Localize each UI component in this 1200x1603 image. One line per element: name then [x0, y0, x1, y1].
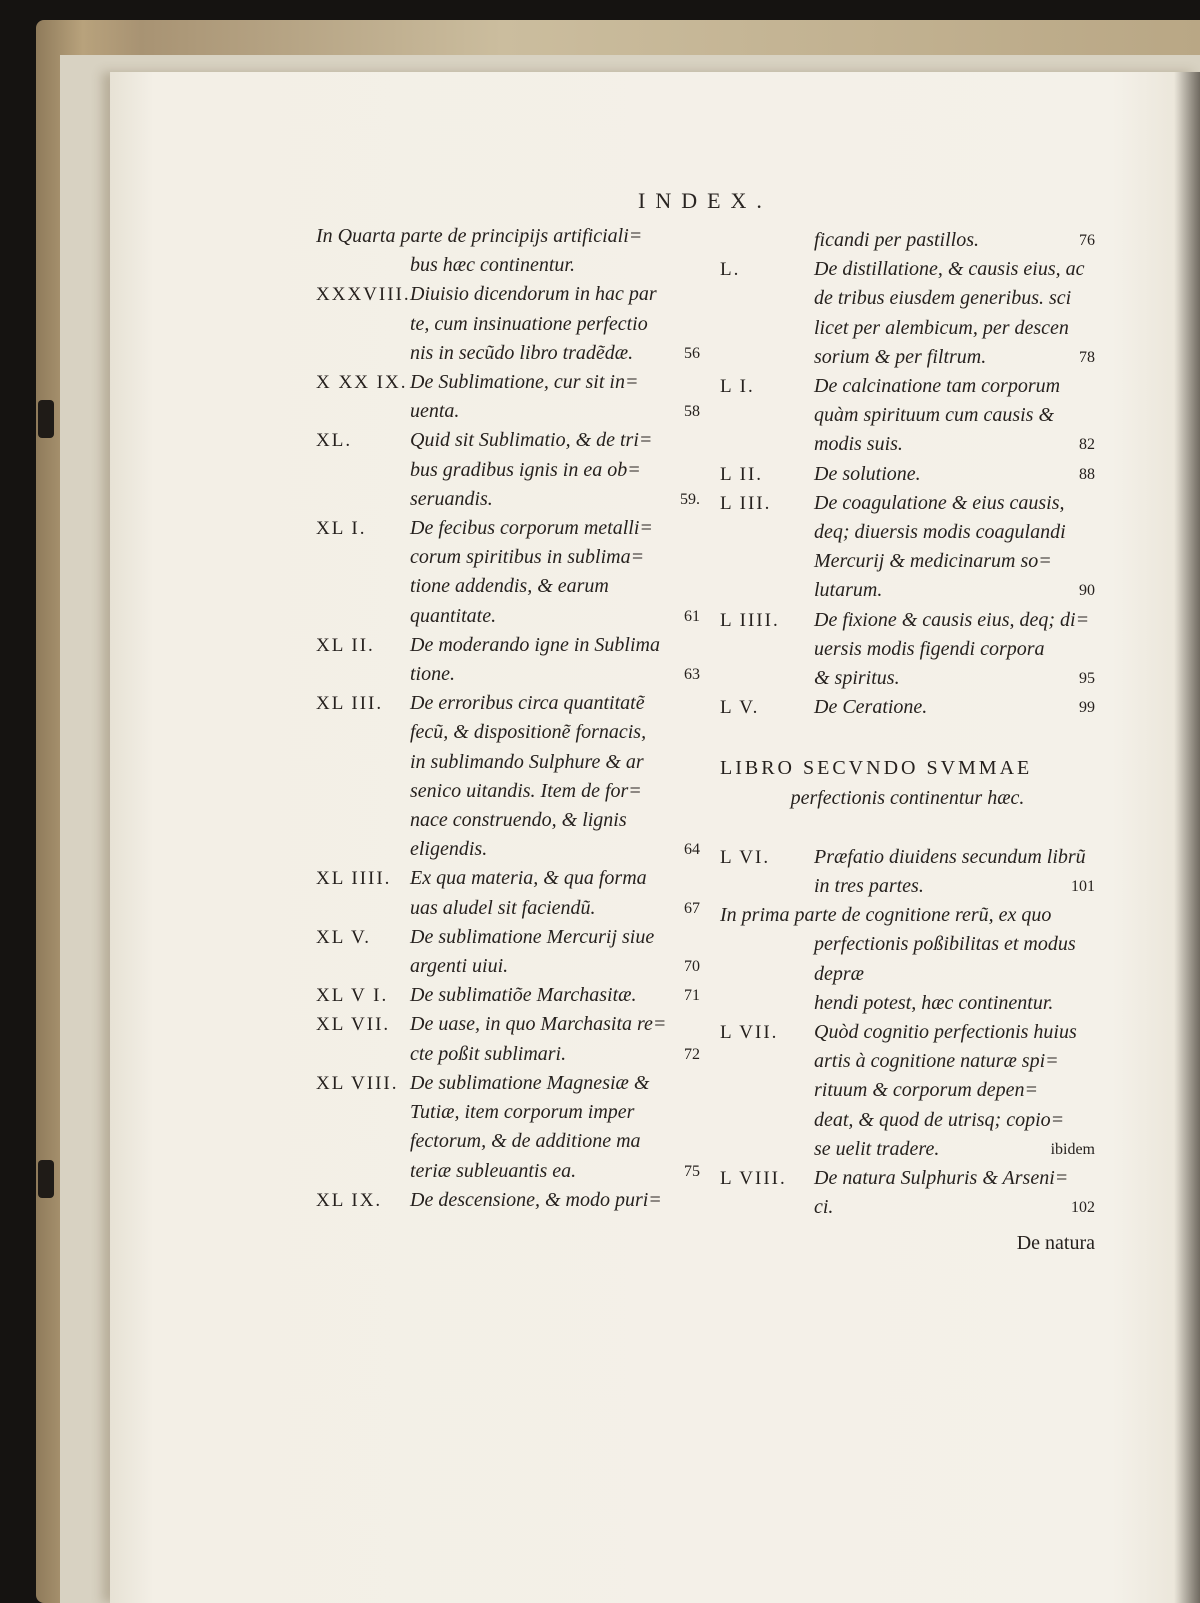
chapter-number: L IIII.: [720, 609, 780, 631]
right-column: [720, 226, 1095, 1258]
entry-line: sorium & per filtrum. 78: [720, 343, 1095, 372]
entry-line: & spiritus. 95: [720, 664, 1095, 693]
catchword: De natura: [1016, 1231, 1095, 1254]
chapter-number: L.: [720, 259, 741, 281]
entry-line: De calcinatione tam corporum: [814, 375, 1061, 398]
index-entry: [316, 1010, 700, 1068]
entry-line: ficandi per pastillos. 76: [720, 226, 1095, 255]
entry-line: rituum & corporum depen=: [814, 1079, 1039, 1102]
entry-line: De fecibus corporum metalli=: [410, 517, 653, 540]
index-entry: [720, 1018, 1095, 1164]
entry-line: Tutiæ, item corporum imper: [410, 1101, 635, 1124]
entry-line: tione addendis, & earum: [410, 575, 609, 598]
chapter-number: L VIII.: [720, 1168, 787, 1190]
entry-line: Quòd cognitio perfectionis huius: [814, 1021, 1077, 1044]
entry-line: bus hæc continentur.: [410, 254, 575, 277]
chapter-number: XL II.: [316, 634, 375, 656]
chapter-number: XL V.: [316, 926, 372, 948]
page-header: INDEX.: [638, 188, 772, 213]
index-entry: [316, 1186, 700, 1215]
entry-line: In Quarta parte de principijs artificiali=: [316, 225, 643, 247]
entry-line: De uase, in quo Marchasita re=: [410, 1013, 667, 1036]
page-number: 101: [1071, 878, 1095, 896]
chapter-number: XL III.: [316, 693, 384, 715]
page-number: 95: [1079, 670, 1095, 688]
page-number: 78: [1079, 348, 1095, 366]
index-entry: [720, 606, 1095, 694]
chapter-number: L I.: [720, 376, 755, 398]
chapter-number: L V.: [720, 697, 760, 719]
entry-line: De natura Sulphuris & Arseni=: [814, 1167, 1069, 1190]
chapter-number: XL IIII.: [316, 868, 392, 890]
chapter-number: L VII.: [720, 1022, 779, 1044]
entry-line: quantitate. 61: [316, 602, 700, 631]
index-entry: [316, 280, 700, 368]
entry-line: argenti uiui. 70: [316, 952, 700, 981]
chapter-number: XL VIII.: [316, 1072, 399, 1094]
chapter-number: L VI.: [720, 846, 771, 868]
entry-line: De fixione & causis eius, deq; di=: [814, 608, 1090, 631]
index-entry: [720, 843, 1095, 901]
entry-line: De coagulatione & eius causis,: [814, 491, 1065, 514]
index-entry: [316, 426, 700, 514]
index-entry: [720, 489, 1095, 606]
page-number: ibidem: [1050, 1140, 1095, 1158]
entry-line: modis suis. 82: [720, 430, 1095, 459]
index-entry: [720, 460, 1095, 489]
entry-line: De solutione. 88: [720, 460, 1095, 489]
entry-line: lutarum. 90: [720, 576, 1095, 605]
entry-line: deat, & quod de utrisq; copio=: [814, 1108, 1065, 1131]
page-number: 59.: [680, 490, 700, 508]
entry-line: deq; diuersis modis coagulandi: [814, 521, 1066, 544]
entry-line: De moderando igne in Sublima: [410, 633, 660, 656]
chapter-number: XXXVIII.: [316, 284, 411, 306]
chapter-number: L III.: [720, 492, 772, 514]
index-entry: [316, 1069, 700, 1186]
book2-subheading: perfectionis continentur hæc.: [790, 786, 1025, 809]
chapter-number: L II.: [720, 463, 764, 485]
entry-line: Diuisio dicendorum in hac par: [410, 283, 657, 306]
chapter-number: X XX IX.: [316, 372, 408, 394]
index-entry: [316, 689, 700, 864]
entry-line: De descensione, & modo puri=: [410, 1188, 662, 1211]
page-number: 82: [1079, 436, 1095, 454]
entry-line: De sublimatione Mercurij siue: [410, 925, 655, 948]
entry-line: se uelit tradere. ibidem: [720, 1135, 1095, 1164]
entry-line: Præfatio diuidens secundum librũ: [814, 845, 1086, 868]
clasp-bottom: [38, 1160, 54, 1198]
index-entry: [316, 864, 700, 922]
index-entry: [316, 923, 700, 981]
index-entry: [720, 226, 1095, 255]
book2-heading: LIBRO SECVNDO SVMMAE: [720, 757, 1033, 780]
page-number: 99: [1079, 699, 1095, 717]
entry-line: De Sublimatione, cur sit in=: [410, 371, 639, 394]
entry-line: De distillatione, & causis eius, ac: [814, 258, 1085, 281]
entry-line: fecũ, & dispositionẽ fornacis,: [410, 721, 647, 744]
index-entry: [316, 368, 700, 426]
index-entry: [720, 693, 1095, 722]
entry-line: In prima parte de cognitione rerũ, ex quo: [720, 904, 1052, 927]
spine-shadow: [1174, 72, 1200, 1603]
entry-line: uersis modis figendi corpora: [814, 637, 1045, 660]
page-number: 64: [684, 841, 700, 859]
page-number: 58: [684, 403, 700, 421]
entry-line: senico uitandis. Item de for=: [410, 779, 642, 802]
page-number: 67: [684, 899, 700, 917]
index-entry: [316, 981, 700, 1010]
page-number: 63: [684, 666, 700, 684]
page-number: 61: [684, 607, 700, 625]
page-number: 75: [684, 1162, 700, 1180]
section-intro: [720, 901, 1095, 1018]
entry-line: seruandis. 59.: [316, 485, 700, 514]
clasp-top: [38, 400, 54, 438]
page-number: 71: [684, 987, 700, 1005]
entry-line: te, cum insinuatione perfectio: [410, 312, 648, 335]
page-number: 76: [1079, 232, 1095, 249]
entry-line: artis à cognitione naturæ spi=: [814, 1050, 1059, 1073]
entry-line: eligendis. 64: [316, 835, 700, 864]
left-column: [316, 222, 700, 1215]
index-entry: [720, 255, 1095, 372]
entry-line: Quid sit Sublimatio, & de tri=: [410, 429, 653, 452]
entry-line: teriæ subleuantis ea. 75: [316, 1157, 700, 1186]
chapter-number: XL V I.: [316, 985, 389, 1007]
entry-line: nis in secũdo libro tradẽdæ. 56: [316, 339, 700, 368]
page-number: 102: [1071, 1199, 1095, 1217]
chapter-number: XL I.: [316, 518, 367, 540]
right-column-book2-entries: [720, 843, 1095, 1223]
entry-line: cte poßit sublimari. 72: [316, 1040, 700, 1069]
index-entry: [720, 1164, 1095, 1222]
index-entry: [316, 514, 700, 631]
entry-line: perfectionis poßibilitas et modus depræ: [814, 933, 1076, 985]
entry-line: nace construendo, & lignis: [410, 809, 627, 832]
entry-line: uenta. 58: [316, 397, 700, 426]
page-number: 56: [684, 344, 700, 362]
chapter-number: XL.: [316, 430, 353, 452]
page-number: 88: [1079, 465, 1095, 483]
entry-line: De sublimatiõe Marchasitæ. 71: [316, 981, 700, 1010]
chapter-number: XL VII.: [316, 1014, 391, 1036]
chapter-number: XL IX.: [316, 1189, 383, 1211]
entry-line: De erroribus circa quantitatẽ: [410, 692, 645, 715]
entry-line: quàm spirituum cum causis &: [814, 404, 1054, 427]
entry-line: corum spiritibus in sublima=: [410, 546, 645, 569]
entry-line: bus gradibus ignis in ea ob=: [410, 458, 641, 481]
entry-line: hendi potest, hæc continentur.: [814, 991, 1054, 1014]
entry-line: de tribus eiusdem generibus. sci: [814, 287, 1072, 310]
index-entry: [720, 372, 1095, 460]
entry-line: Ex qua materia, & qua forma: [410, 867, 647, 890]
entry-line: Mercurij & medicinarum so=: [814, 550, 1052, 573]
right-column-entries: [720, 226, 1095, 722]
page-number: 90: [1079, 582, 1095, 600]
entry-line: licet per alembicum, per descen: [814, 316, 1069, 339]
entry-line: tione. 63: [316, 660, 700, 689]
page-number: 72: [684, 1045, 700, 1063]
index-entry: [316, 631, 700, 689]
entry-line: in sublimando Sulphure & ar: [410, 750, 644, 773]
entry-line: uas aludel sit faciendũ. 67: [316, 894, 700, 923]
page-number: 70: [684, 958, 700, 976]
entry-line: De sublimatione Magnesiæ &: [410, 1071, 650, 1094]
entry-line: in tres partes. 101: [720, 872, 1095, 901]
entry-line: ci. 102: [720, 1193, 1095, 1222]
section-intro: [316, 222, 700, 280]
entry-line: De Ceratione. 99: [720, 693, 1095, 722]
entry-line: fectorum, & de additione ma: [410, 1130, 641, 1153]
